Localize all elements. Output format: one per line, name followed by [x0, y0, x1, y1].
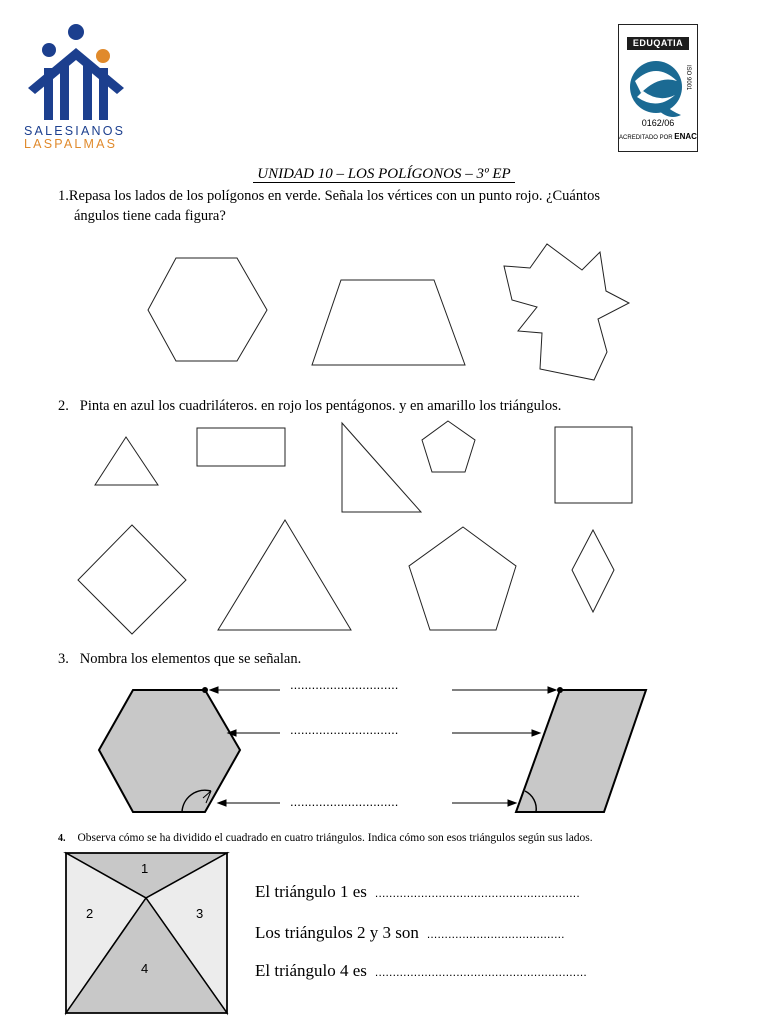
q3-hexagon — [99, 690, 240, 812]
badge-iso-text: ISO 9001 — [685, 65, 691, 91]
q4-label-4: 4 — [141, 961, 149, 976]
q4-answer-1-text: El triángulo 1 es — [255, 882, 367, 901]
q2-triangle-small — [95, 437, 158, 485]
question-3-text: Nombra los elementos que se señalan. — [79, 651, 302, 667]
question-2-number: 2. — [58, 398, 69, 414]
q2-square — [555, 427, 632, 503]
q2-rectangle — [197, 428, 285, 466]
logo-line-2: LASPALMAS — [24, 137, 118, 151]
q4-answer-3-blank[interactable]: ............................................................ — [374, 965, 587, 979]
q4-answer-1-blank[interactable]: .......................................................... — [374, 886, 580, 900]
logo-line-1: SALESIANOS — [24, 124, 126, 138]
question-1-number: 1. — [58, 188, 69, 204]
question-4 — [58, 828, 593, 849]
q4-label-3: 3 — [196, 906, 204, 921]
q1-hexagon — [148, 258, 267, 361]
q4-label-2: 2 — [86, 906, 94, 921]
q2-rhombus-thin — [572, 530, 614, 612]
q4-label-1: 1 — [141, 861, 149, 876]
q3-blank-vertex[interactable]: .............................. — [290, 677, 399, 692]
page-title: UNIDAD 10 – LOS POLÍGONOS – 3º EP — [0, 166, 768, 183]
badge-enac-label: ENAC — [674, 132, 697, 141]
q3-vertex-dot-right — [557, 687, 563, 693]
q3-vertex-dot-left — [202, 687, 208, 693]
q2-triangle-large — [218, 520, 351, 630]
q1-trapezoid — [312, 280, 465, 365]
q3-blank-angle[interactable]: .............................. — [290, 794, 399, 809]
q4-answer-1 — [255, 882, 580, 902]
badge-brand: EDUQATIA — [627, 37, 689, 50]
q1-star-polygon — [504, 244, 629, 380]
question-4-number: 4. — [58, 833, 66, 844]
question-1-text-cont: ángulos tiene cada figura? — [74, 208, 226, 224]
q4-answer-2-blank[interactable]: ....................................... — [426, 927, 565, 941]
badge-accredited-label: ACREDITADO POR — [619, 135, 673, 141]
q2-rhombus-large — [78, 525, 186, 634]
q4-answer-3-text: El triángulo 4 es — [255, 961, 367, 980]
question-1-text: Repasa los lados de los polígonos en verde. Señala los vértices con un punto rojo. ¿Cuántos — [68, 188, 601, 204]
question-4-text: Observa cómo se ha dividido el cuadrado en cuatro triángulos. Indica cómo son esos triángulos según sus lados. — [77, 832, 593, 844]
question-3-number: 3. — [58, 651, 69, 667]
q4-answer-2 — [255, 923, 565, 943]
q4-answer-3 — [255, 961, 587, 981]
q3-blank-side[interactable]: .............................. — [290, 722, 399, 737]
question-2-text: Pinta en azul los cuadriláteros. en rojo los pentágonos. y en amarillo los triángulos. — [79, 398, 562, 414]
q2-pentagon-large — [409, 527, 516, 630]
q2-pentagon-small — [422, 421, 475, 472]
q2-right-triangle — [342, 423, 421, 512]
q4-answer-2-text: Los triángulos 2 y 3 son — [255, 923, 419, 942]
q3-parallelogram — [516, 690, 646, 812]
badge-code: 0162/06 — [641, 118, 675, 128]
question-2 — [58, 396, 561, 416]
question-3 — [58, 649, 301, 669]
